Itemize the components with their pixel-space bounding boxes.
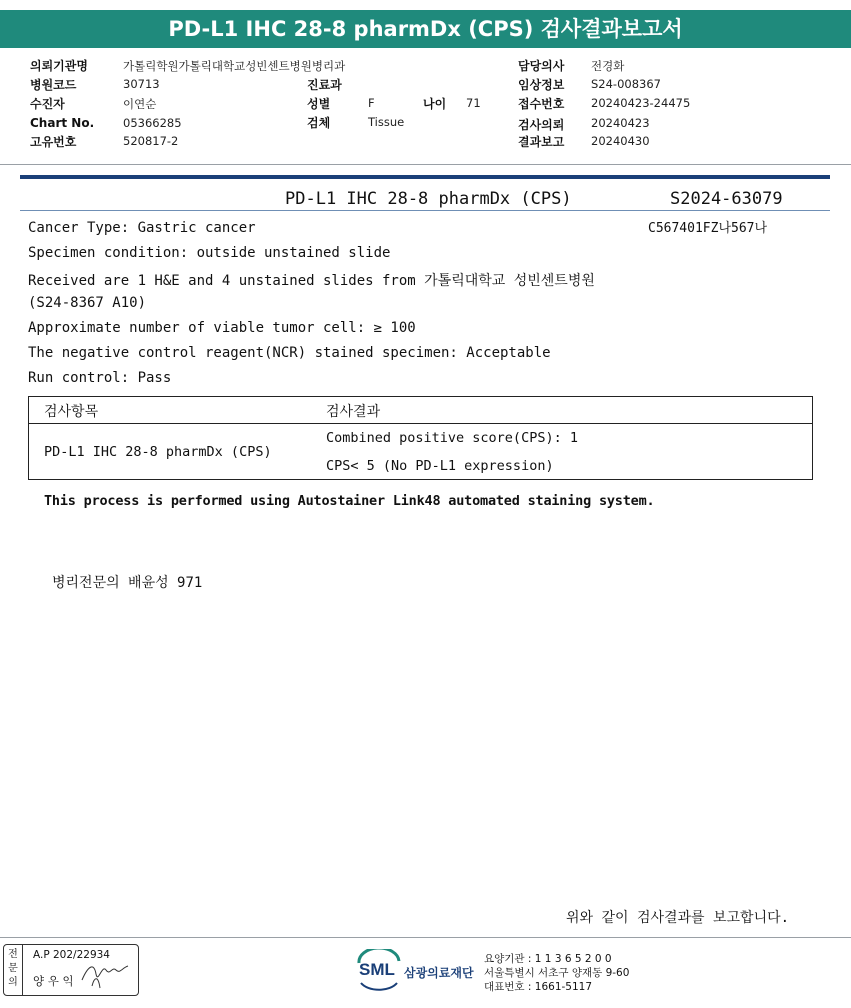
unique-no-value: 520817-2 [123,134,179,148]
chart-no-label: Chart No. [30,116,95,130]
pathologist: 병리전문의 배윤성 971 [52,575,203,591]
clinical-info-value: S24-008367 [591,77,661,91]
report-id: S2024-63079 [670,189,783,209]
institution-value: 가톨릭학원가톨릭대학교성빈센트병원병리과 [123,59,346,73]
receipt-no-value: 20240423-24475 [591,96,691,110]
request-date-label: 검사의뢰 [518,118,565,132]
hospital-code-value: 30713 [123,77,160,91]
report-line: Received are 1 H&E and 4 unstained slides from 가톨릭대학교 성빈센트병원 [28,273,595,289]
institution-label: 의뢰기관명 [30,59,88,73]
report-line: The negative control reagent(NCR) stained specimen: Acceptable [28,345,551,361]
footer-divider [0,937,851,938]
report-heading-rule [20,210,830,211]
table-header-item: 검사항목 [44,404,99,420]
process-note: This process is performed using Autostainer Link48 automated staining system. [44,493,655,509]
specimen-label: 검체 [307,116,331,130]
report-top-rule [20,175,830,179]
age-value: 71 [466,96,481,110]
report-line: Specimen condition: outside unstained slide [28,245,391,261]
table-item: PD-L1 IHC 28-8 pharmDx (CPS) [44,444,272,460]
receipt-no-label: 접수번호 [518,97,565,111]
report-date-label: 결과보고 [518,135,565,149]
closing-statement: 위와 같이 검사결과를 보고합니다. [566,910,790,926]
specimen-value: Tissue [368,115,405,129]
org-name: 삼광의료재단 [404,966,474,980]
unique-no-label: 고유번호 [30,135,77,149]
sex-label: 성별 [307,97,331,111]
care-institution: 요양기관 : 1 1 3 6 5 2 0 0 [484,953,612,965]
table-result-cps: Combined positive score(CPS): 1 [326,430,578,446]
clinical-info-label: 임상정보 [518,78,565,92]
test-name-heading: PD-L1 IHC 28-8 pharmDx (CPS) [285,189,572,209]
report-title: PD-L1 IHC 28-8 pharmDx (CPS) 검사결과보고서 [0,10,851,48]
phone: 대표번호 : 1661-5117 [484,981,593,993]
report-line: Approximate number of viable tumor cell: ≥ 100 [28,320,416,336]
signer-name: 양 우 익 [33,974,74,988]
sex-value: F [368,96,375,110]
report-line: Cancer Type: Gastric cancer [28,220,256,236]
department-label: 진료과 [307,78,342,92]
signature-stamp-divider [22,944,23,996]
address: 서울특별시 서초구 양재동 9-60 [484,967,630,979]
logo-text: SML [359,960,395,979]
report-date-value: 20240430 [591,134,650,148]
hospital-code-label: 병원코드 [30,78,77,92]
report-line: Run control: Pass [28,370,172,386]
header-divider [0,164,851,165]
chart-no-value: 05366285 [123,116,182,130]
barcode-text: C567401FZ나567나 [648,221,768,236]
recipient-value: 이연순 [123,97,157,111]
report-line: (S24-8367 A10) [28,295,147,311]
ap-number: A.P 202/22934 [33,949,110,961]
result-table-header-rule [28,423,813,424]
doctor-label: 담당의사 [518,59,565,73]
signature-mark [78,956,136,992]
age-label: 나이 [423,97,447,111]
stamp-vertical-label: 전문의 [8,949,18,988]
doctor-value: 전경화 [591,59,625,73]
table-header-result: 검사결과 [326,404,381,420]
request-date-value: 20240423 [591,116,650,130]
table-result-interpretation: CPS< 5 (No PD-L1 expression) [326,458,554,474]
recipient-label: 수진자 [30,97,65,111]
